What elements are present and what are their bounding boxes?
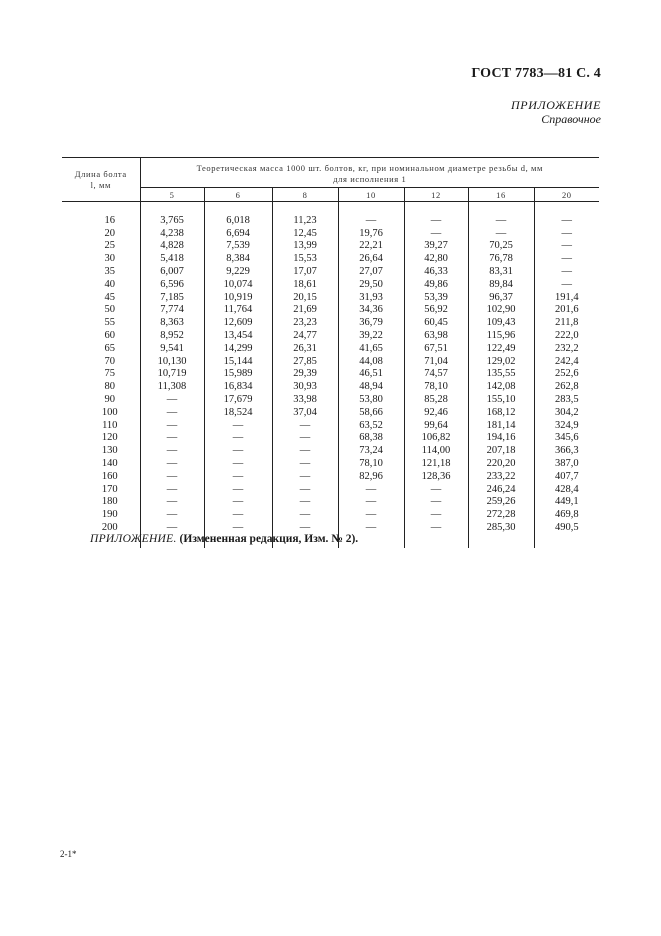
table-row: [62, 292, 599, 305]
mass-value-cell: 10,719: [140, 368, 204, 381]
mass-value-cell: 17,07: [272, 266, 338, 279]
diameter-header: 8: [272, 188, 338, 202]
table-row: [62, 253, 599, 266]
mass-value-cell: 20,15: [272, 292, 338, 305]
mass-value-cell: —: [272, 522, 338, 535]
mass-value-cell: 34,36: [338, 304, 404, 317]
length-header-line2: l, мм: [90, 179, 111, 190]
mass-value-cell: —: [272, 432, 338, 445]
bolt-length-cell: 60: [62, 330, 140, 343]
mass-value-cell: —: [272, 496, 338, 509]
mass-value-cell: —: [272, 445, 338, 458]
mass-value-cell: 469,8: [554, 509, 579, 521]
mass-value-cell: 78,10: [404, 381, 468, 394]
mass-value-cell: —: [140, 445, 204, 458]
mass-value-cell: 7,774: [140, 304, 204, 317]
mass-value-cell: 42,80: [404, 253, 468, 266]
mass-value-cell: —: [140, 509, 204, 522]
mass-value-cell: 18,61: [272, 279, 338, 292]
spacer-cell: [140, 202, 204, 215]
bolt-length-cell: 170: [62, 484, 140, 497]
mass-value-cell: 345,6: [554, 432, 579, 444]
mass-value-cell: —: [561, 214, 573, 226]
mass-value-cell: 71,04: [404, 356, 468, 369]
mass-value-cell: 407,7: [554, 470, 579, 482]
mass-value-cell: 29,39: [272, 368, 338, 381]
table-row: [62, 228, 599, 241]
mass-value-cell: 11,764: [204, 304, 272, 317]
document-header-title: ГОСТ 7783—81 С. 4: [471, 66, 601, 81]
page-footer-mark: 2-1*: [60, 849, 77, 859]
bolt-length-cell: 55: [62, 317, 140, 330]
mass-value-cell: 67,51: [404, 343, 468, 356]
bolt-length-cell: 30: [62, 253, 140, 266]
mass-value-cell: —: [404, 496, 468, 509]
table-row: [62, 343, 599, 356]
mass-value-cell: 8,384: [204, 253, 272, 266]
mass-value-cell: 168,12: [468, 407, 534, 420]
table-row: [62, 266, 599, 279]
bolt-length-cell: 45: [62, 292, 140, 305]
mass-value-cell: 490,5: [554, 521, 579, 533]
mass-value-cell: 22,21: [338, 240, 404, 253]
bolt-length-cell: 80: [62, 381, 140, 394]
mass-value-cell: 252,6: [554, 368, 579, 380]
table-row: [62, 458, 599, 471]
bolt-length-cell: 70: [62, 356, 140, 369]
mass-value-cell: 74,57: [404, 368, 468, 381]
table-row: [62, 496, 599, 509]
mass-value-cell: 39,27: [404, 240, 468, 253]
mass-value-cell: —: [140, 407, 204, 420]
mass-value-cell: 10,130: [140, 356, 204, 369]
mass-value-cell: 56,92: [404, 304, 468, 317]
mass-value-cell: —: [404, 215, 468, 228]
bolt-length-cell: 16: [62, 215, 140, 228]
mass-value-cell: 4,828: [140, 240, 204, 253]
mass-header-line2: для исполнения 1: [333, 173, 407, 184]
bolt-length-cell: 200: [62, 522, 140, 535]
bolt-length-cell: 65: [62, 343, 140, 356]
mass-value-cell: 41,65: [338, 343, 404, 356]
spacer-cell: [534, 535, 599, 548]
mass-value-cell: 135,55: [468, 368, 534, 381]
mass-value-cell: 109,43: [468, 317, 534, 330]
mass-value-cell: 285,30: [468, 522, 534, 535]
mass-value-cell: 96,37: [468, 292, 534, 305]
table-row: [62, 317, 599, 330]
mass-value-cell: —: [338, 484, 404, 497]
mass-value-cell: 29,50: [338, 279, 404, 292]
mass-value-cell: 128,36: [404, 471, 468, 484]
table-row: [62, 368, 599, 381]
mass-value-cell: 68,38: [338, 432, 404, 445]
table-row: [62, 394, 599, 407]
mass-value-cell: 44,08: [338, 356, 404, 369]
mass-value-cell: 11,308: [140, 381, 204, 394]
mass-value-cell: —: [140, 394, 204, 407]
mass-value-cell: 58,66: [338, 407, 404, 420]
bolt-mass-table: [62, 157, 599, 548]
spacer-cell: [62, 202, 140, 215]
mass-value-cell: 10,074: [204, 279, 272, 292]
mass-value-cell: —: [468, 215, 534, 228]
mass-value-cell: —: [338, 522, 404, 535]
mass-value-cell: —: [204, 522, 272, 535]
spacer-cell: [468, 535, 534, 548]
mass-value-cell: 11,23: [272, 215, 338, 228]
mass-header-line1: Теоретическая масса 1000 шт. болтов, кг, при номинальном диаметре резьбы d, мм: [196, 162, 543, 173]
mass-value-cell: —: [272, 420, 338, 433]
mass-value-cell: 191,4: [554, 291, 579, 303]
mass-value-cell: 49,86: [404, 279, 468, 292]
mass-value-cell: —: [204, 458, 272, 471]
mass-value-cell: 15,144: [204, 356, 272, 369]
length-column-header: [62, 158, 140, 202]
diameter-header: 5: [140, 188, 204, 202]
table-row: [62, 509, 599, 522]
mass-value-cell: 12,609: [204, 317, 272, 330]
mass-value-cell: 9,541: [140, 343, 204, 356]
appendix-caption: [511, 98, 601, 126]
mass-value-cell: 304,2: [554, 406, 579, 418]
bolt-length-cell: 190: [62, 509, 140, 522]
mass-value-cell: —: [140, 432, 204, 445]
table-row: [62, 356, 599, 369]
mass-value-cell: 194,16: [468, 432, 534, 445]
bolt-length-cell: 100: [62, 407, 140, 420]
mass-value-cell: 283,5: [554, 393, 579, 405]
mass-value-cell: 21,69: [272, 304, 338, 317]
spacer-cell: [404, 202, 468, 215]
mass-value-cell: —: [404, 228, 468, 241]
mass-value-cell: —: [204, 420, 272, 433]
mass-value-cell: 53,39: [404, 292, 468, 305]
mass-value-cell: 5,418: [140, 253, 204, 266]
mass-value-cell: 85,28: [404, 394, 468, 407]
mass-value-cell: 211,8: [555, 317, 579, 329]
mass-value-cell: —: [561, 240, 573, 252]
mass-value-cell: —: [140, 458, 204, 471]
mass-value-cell: 181,14: [468, 420, 534, 433]
mass-value-cell: 220,20: [468, 458, 534, 471]
mass-value-cell: 46,33: [404, 266, 468, 279]
mass-value-cell: 259,26: [468, 496, 534, 509]
mass-value-cell: 6,694: [204, 228, 272, 241]
table-row: [62, 484, 599, 497]
mass-value-cell: 27,07: [338, 266, 404, 279]
mass-value-cell: 14,299: [204, 343, 272, 356]
bolt-length-cell: 25: [62, 240, 140, 253]
bolt-length-cell: 35: [62, 266, 140, 279]
diameter-header: 16: [468, 188, 534, 202]
spacer-cell: [404, 535, 468, 548]
mass-value-cell: 387,0: [554, 457, 579, 469]
mass-value-cell: —: [204, 484, 272, 497]
mass-value-cell: —: [404, 509, 468, 522]
mass-value-cell: 242,4: [554, 355, 579, 367]
mass-value-cell: 12,45: [272, 228, 338, 241]
mass-value-cell: —: [338, 496, 404, 509]
mass-value-cell: 18,524: [204, 407, 272, 420]
mass-value-cell: —: [338, 215, 404, 228]
table-body: [62, 202, 599, 548]
mass-value-cell: 366,3: [554, 445, 579, 457]
mass-value-cell: 15,989: [204, 368, 272, 381]
mass-value-cell: 155,10: [468, 394, 534, 407]
mass-value-cell: 73,24: [338, 445, 404, 458]
bolt-length-cell: 20: [62, 228, 140, 241]
mass-value-cell: 207,18: [468, 445, 534, 458]
mass-value-cell: 129,02: [468, 356, 534, 369]
mass-value-cell: 428,4: [554, 483, 579, 495]
mass-value-cell: 324,9: [554, 419, 579, 431]
appendix-sublabel: Справочное: [541, 112, 601, 126]
bolt-length-cell: 110: [62, 420, 140, 433]
mass-value-cell: 4,238: [140, 228, 204, 241]
table-row: [62, 445, 599, 458]
mass-value-cell: 122,49: [468, 343, 534, 356]
table-row: [62, 304, 599, 317]
spacer-cell: [204, 202, 272, 215]
bolt-length-cell: 90: [62, 394, 140, 407]
mass-value-cell: 272,28: [468, 509, 534, 522]
mass-value-cell: 63,98: [404, 330, 468, 343]
bolt-length-cell: 75: [62, 368, 140, 381]
mass-value-cell: 26,31: [272, 343, 338, 356]
bolt-length-cell: 160: [62, 471, 140, 484]
mass-value-cell: 76,78: [468, 253, 534, 266]
mass-value-cell: —: [140, 471, 204, 484]
mass-value-cell: 31,93: [338, 292, 404, 305]
table-row: [62, 330, 599, 343]
appendix-label: ПРИЛОЖЕНИЕ: [511, 98, 601, 112]
table-row: [62, 432, 599, 445]
mass-value-cell: 6,018: [204, 215, 272, 228]
mass-value-cell: —: [561, 265, 573, 277]
spacer-cell: [534, 202, 599, 215]
mass-value-cell: —: [140, 484, 204, 497]
mass-value-cell: 36,79: [338, 317, 404, 330]
mass-value-cell: 83,31: [468, 266, 534, 279]
mass-value-cell: 48,94: [338, 381, 404, 394]
mass-value-cell: 17,679: [204, 394, 272, 407]
mass-value-cell: 82,96: [338, 471, 404, 484]
diameter-header: 10: [338, 188, 404, 202]
mass-value-cell: —: [140, 522, 204, 535]
mass-value-cell: 30,93: [272, 381, 338, 394]
mass-value-cell: 102,90: [468, 304, 534, 317]
mass-value-cell: 114,00: [404, 445, 468, 458]
bolt-length-cell: 130: [62, 445, 140, 458]
mass-value-cell: —: [272, 458, 338, 471]
table-row: [62, 407, 599, 420]
diameter-header: 20: [534, 188, 599, 202]
mass-value-cell: 233,22: [468, 471, 534, 484]
mass-value-cell: 9,229: [204, 266, 272, 279]
mass-value-cell: 60,45: [404, 317, 468, 330]
mass-value-cell: 246,24: [468, 484, 534, 497]
note-revision-text: (Измененная редакция, Изм. № 2).: [176, 533, 359, 545]
mass-value-cell: 7,539: [204, 240, 272, 253]
mass-value-cell: 13,99: [272, 240, 338, 253]
bolt-length-cell: 180: [62, 496, 140, 509]
table-row: [62, 215, 599, 228]
table-row: [62, 420, 599, 433]
mass-value-cell: 89,84: [468, 279, 534, 292]
mass-value-cell: 106,82: [404, 432, 468, 445]
mass-value-cell: 13,454: [204, 330, 272, 343]
mass-value-cell: 115,96: [468, 330, 534, 343]
mass-column-header: [140, 158, 599, 188]
mass-value-cell: —: [204, 496, 272, 509]
mass-value-cell: 262,8: [554, 381, 579, 393]
mass-value-cell: 8,952: [140, 330, 204, 343]
mass-value-cell: 16,834: [204, 381, 272, 394]
bolt-length-cell: 40: [62, 279, 140, 292]
mass-value-cell: 39,22: [338, 330, 404, 343]
spacer-cell: [272, 202, 338, 215]
mass-value-cell: 23,23: [272, 317, 338, 330]
mass-value-cell: 142,08: [468, 381, 534, 394]
table-row: [62, 471, 599, 484]
mass-value-cell: 449,1: [554, 496, 579, 508]
mass-value-cell: 26,64: [338, 253, 404, 266]
mass-value-cell: —: [272, 484, 338, 497]
revision-note: [90, 533, 358, 545]
mass-value-cell: 222,0: [554, 329, 579, 341]
mass-value-cell: 7,185: [140, 292, 204, 305]
mass-value-cell: 92,46: [404, 407, 468, 420]
mass-value-cell: 53,80: [338, 394, 404, 407]
mass-value-cell: 15,53: [272, 253, 338, 266]
bolt-length-cell: 50: [62, 304, 140, 317]
mass-value-cell: 6,007: [140, 266, 204, 279]
mass-value-cell: 27,85: [272, 356, 338, 369]
mass-value-cell: —: [404, 484, 468, 497]
mass-value-cell: 24,77: [272, 330, 338, 343]
length-header-line1: Длина болта: [74, 168, 127, 179]
table-row: [62, 240, 599, 253]
mass-value-cell: —: [468, 228, 534, 241]
mass-value-cell: 37,04: [272, 407, 338, 420]
mass-value-cell: 8,363: [140, 317, 204, 330]
mass-value-cell: 63,52: [338, 420, 404, 433]
mass-value-cell: —: [561, 278, 573, 290]
mass-value-cell: 70,25: [468, 240, 534, 253]
bolt-length-cell: 140: [62, 458, 140, 471]
mass-value-cell: 201,6: [554, 304, 579, 316]
mass-value-cell: 33,98: [272, 394, 338, 407]
mass-value-cell: —: [338, 509, 404, 522]
mass-value-cell: —: [561, 253, 573, 265]
mass-value-cell: 78,10: [338, 458, 404, 471]
mass-value-cell: —: [272, 509, 338, 522]
table-spacer-row: [62, 202, 599, 215]
mass-value-cell: —: [404, 522, 468, 535]
mass-value-cell: 232,2: [554, 342, 579, 354]
mass-value-cell: —: [204, 432, 272, 445]
mass-value-cell: —: [204, 471, 272, 484]
mass-value-cell: —: [140, 496, 204, 509]
mass-value-cell: —: [204, 509, 272, 522]
mass-value-cell: 121,18: [404, 458, 468, 471]
mass-value-cell: 10,919: [204, 292, 272, 305]
mass-value-cell: 99,64: [404, 420, 468, 433]
table-row: [62, 381, 599, 394]
spacer-cell: [338, 202, 404, 215]
mass-value-cell: —: [561, 227, 573, 239]
diameter-header: 6: [204, 188, 272, 202]
mass-value-cell: —: [272, 471, 338, 484]
mass-value-cell: —: [140, 420, 204, 433]
diameter-header: 12: [404, 188, 468, 202]
note-appendix-word: ПРИЛОЖЕНИЕ.: [90, 533, 177, 545]
bolt-length-cell: 120: [62, 432, 140, 445]
spacer-cell: [468, 202, 534, 215]
table-row: [62, 279, 599, 292]
mass-value-cell: 46,51: [338, 368, 404, 381]
mass-value-cell: —: [204, 445, 272, 458]
mass-value-cell: 6,596: [140, 279, 204, 292]
mass-value-cell: 19,76: [338, 228, 404, 241]
mass-value-cell: 3,765: [140, 215, 204, 228]
